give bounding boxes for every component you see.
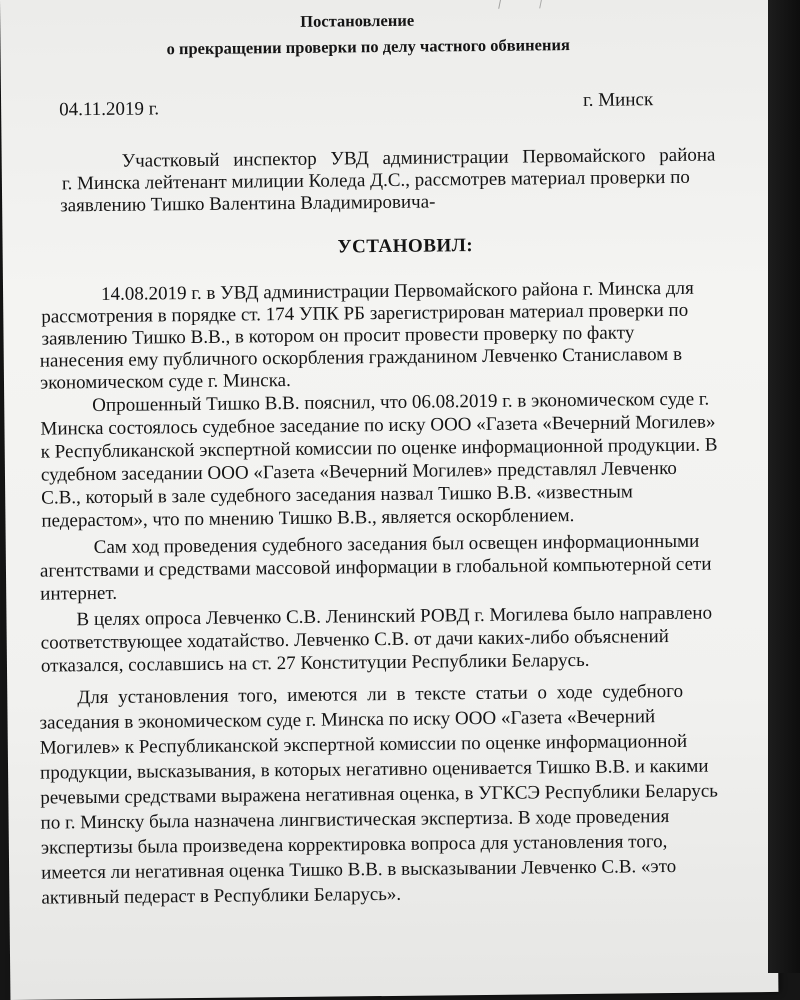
body-line-21: продукции, высказывания, в которых негативно оценивается Тишко В.В. и какими bbox=[39, 755, 709, 784]
body-line-3: заявлению Тишко В.В., в котором он просит провести проверку по факту bbox=[41, 322, 635, 350]
dark-background-edge bbox=[768, 0, 800, 973]
body-line-12: Сам ход проведения судебного заседания был освещен информационными bbox=[93, 530, 700, 559]
body-line-4: нанесения ему публичного оскорбления гражданином Левченко Станиславом в bbox=[39, 343, 683, 372]
body-line-22: речевыми средствами выражена негативная оценка, в УГКСЭ Республики Беларусь bbox=[40, 780, 719, 809]
body-line-9: судебном заседании ООО «Газета «Вечерний Могилев» представлял Левченко bbox=[40, 457, 677, 486]
intro-line-2: г. Минска лейтенант милиции Коледа Д.С., рассмотрев материал проверки по bbox=[61, 166, 690, 195]
body-line-18: Для установления того, имеются ли в тексте статьи о ходе судебного bbox=[77, 680, 684, 709]
body-line-24: экспертизы была произведена корректировка вопроса для установления того, bbox=[40, 831, 668, 859]
body-line-13: агентствами и средствами массовой информации в глобальной компьютерной сети bbox=[39, 553, 712, 582]
intro-line-1: Участковый инспектор УВД администрации Первомайского района bbox=[121, 144, 716, 172]
body-line-1: 14.08.2019 г. в УВД администрации Первомайского района г. Минска для bbox=[100, 277, 694, 305]
body-line-8: к Республиканской экспертной комиссии по оценке информационной продукции. В bbox=[40, 434, 718, 463]
body-line-6: Опрошенный Тишко В.В. пояснил, что 06.08.2019 г. в экономическом суде г. bbox=[92, 388, 710, 417]
body-line-11: педерастом», что по мнению Тишко В.В., является оскорблением. bbox=[41, 505, 575, 532]
body-line-5: экономическом суде г. Минска. bbox=[39, 369, 291, 394]
body-line-10: С.В., который в зале судебного заседания назвал Тишко В.В. «известным bbox=[41, 481, 633, 509]
document-date: 04.11.2019 г. bbox=[59, 98, 160, 121]
body-line-16: соответствующее ходатайство. Левченко С.В. от дачи каких-либо объяснений bbox=[40, 626, 669, 654]
title-line-2: о прекращении проверки по делу частного обвинения bbox=[166, 35, 570, 59]
document-city: г. Минск bbox=[582, 89, 654, 111]
paper-fold-mark bbox=[498, 0, 544, 9]
title-line-1: Постановление bbox=[300, 10, 415, 31]
body-line-17: отказался, сославшись на ст. 27 Конституции Республики Беларусь. bbox=[40, 649, 590, 677]
body-line-14: интернет. bbox=[40, 582, 118, 605]
body-line-19: заседания в экономическом суде г. Минска по иску ООО «Газета «Вечерний bbox=[39, 706, 656, 734]
body-line-2: рассмотрения в порядке ст. 174 УПК РБ зарегистрирован материал проверки по bbox=[41, 299, 689, 328]
body-line-15: В целях опроса Левченко С.В. Ленинский РОВД г. Могилева было направлено bbox=[76, 602, 713, 631]
body-line-20: Могилев» к Республиканской экспертной комиссии по оценке информационной bbox=[39, 730, 688, 759]
section-heading: УСТАНОВИЛ: bbox=[337, 235, 474, 258]
body-line-7: Минска состоялось судебное заседание по иску ООО «Газета «Вечерний Могилев» bbox=[40, 411, 716, 440]
body-line-25: имеется ли негативная оценка Тишко В.В. в высказывании Левченко С.В. «это bbox=[41, 855, 677, 884]
body-line-26: активный педераст в Республики Беларусь». bbox=[41, 883, 402, 909]
intro-line-3: заявлению Тишко Валентина Владимировича- bbox=[60, 191, 436, 217]
body-line-23: по г. Минску была назначена лингвистическая экспертиза. В ходе проведения bbox=[40, 806, 670, 834]
